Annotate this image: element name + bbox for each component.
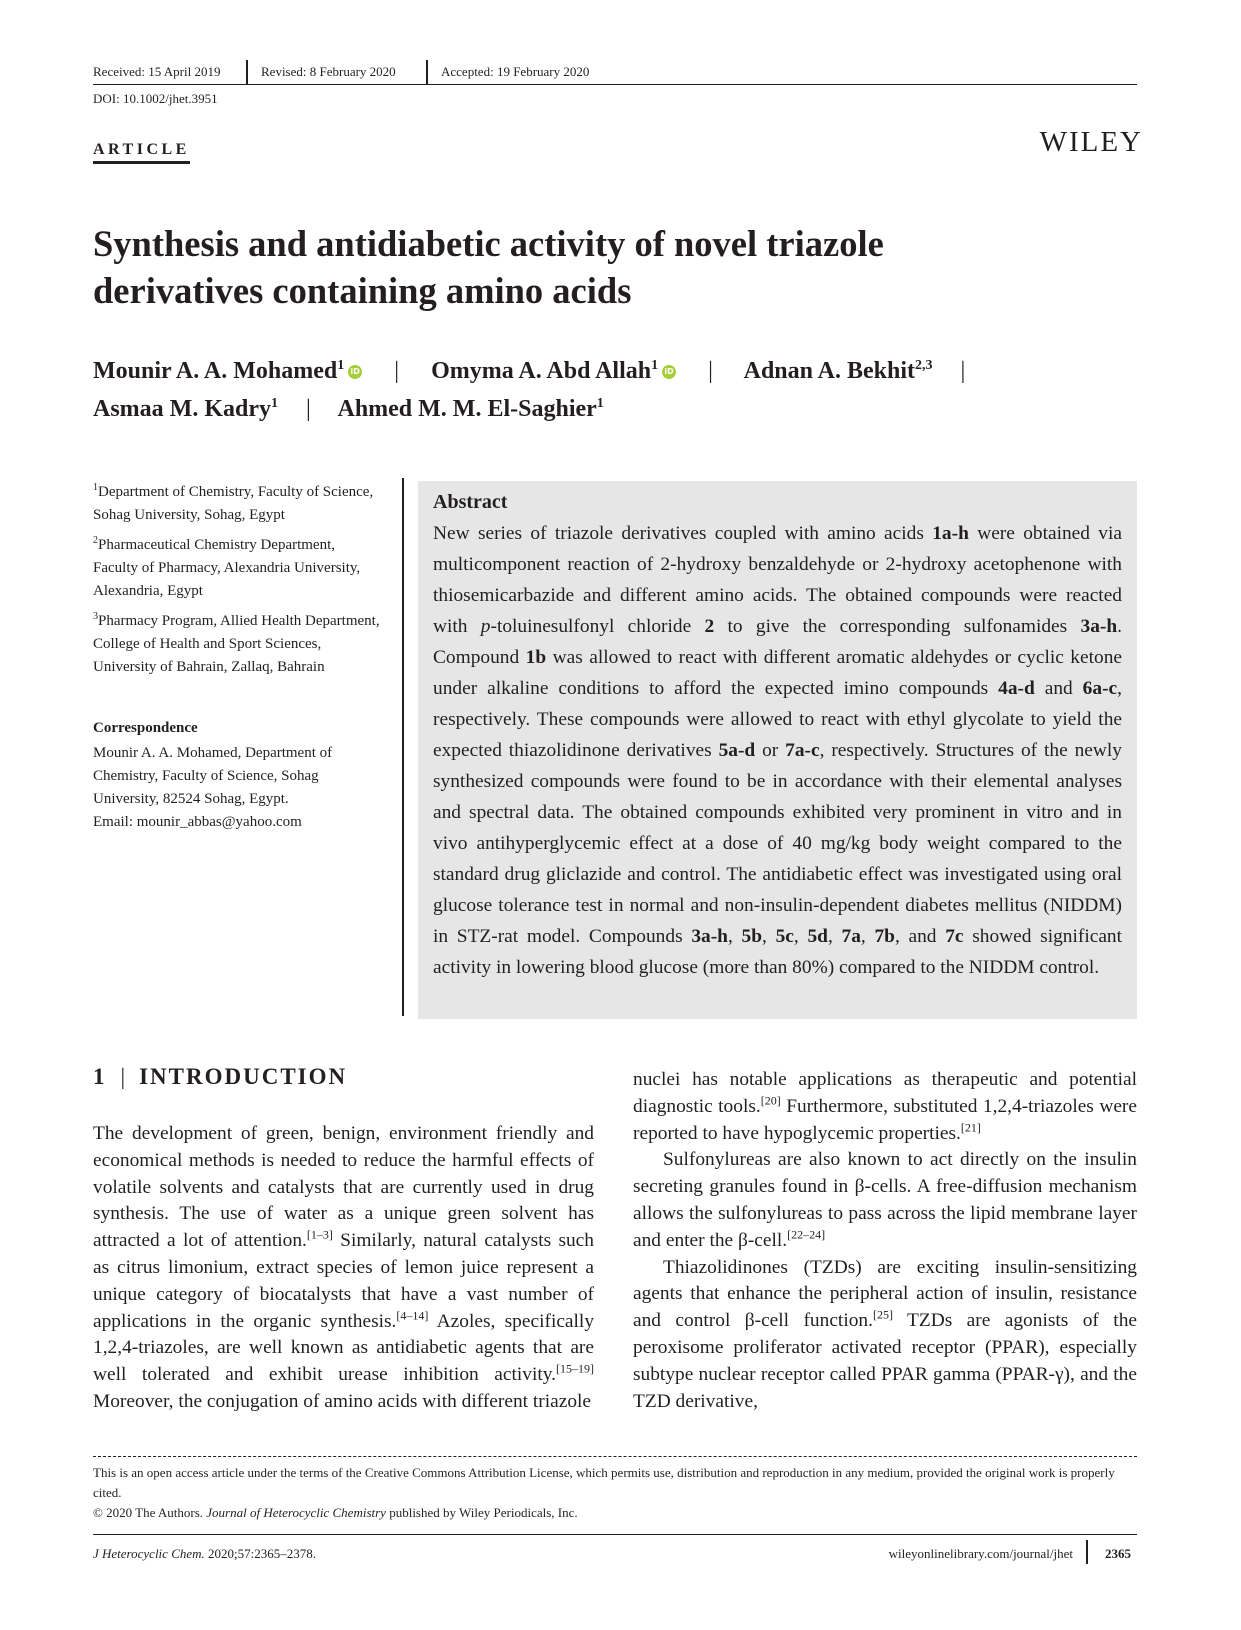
page-number: 2365: [1105, 1546, 1131, 1561]
footnote-divider: [93, 1456, 1137, 1457]
abstract-text: New series of triazole derivatives coupled with amino acids 1a-h were obtained via multicomponent reaction of 2-hydroxy benzaldehyde or 2-hydroxy acetophenone with thiosemicarbazide and different amino acids. The obtained compounds were reacted with p-toluinesulfonyl chloride 2 to give the corresponding sulfonamides 3a-h. Compound 1b was allowed to react with different aromatic aldehydes or cyclic ketone under alkaline conditions to afford the expected imino compounds 4a-d and 6a-c, respectively. These compounds were allowed to react with ethyl glycolate to yield the expected thiazolidinone derivatives 5a-d or 7a-c, respectively. Structures of the newly synthesized compounds were found to be in accordance with their elemental analyses and spectral data. The obtained compounds exhibited very prominent in vitro and in vivo antihyperglycemic effect at a dose of 40 mg/kg body weight compared to the standard drug gliclazide and control. The antidiabetic effect was investigated using oral glucose tolerance test in normal and non-insulin-dependent diabetes mellitus (NIDDM) in STZ-rat model. Compounds 3a-h, 5b, 5c, 5d, 7a, 7b, and 7c showed significant activity in lowering blood glucose (more than 80%) compared to the NIDDM control.: [433, 523, 1123, 978]
journal-abbreviation: J Heterocyclic Chem.: [93, 1546, 205, 1561]
affiliation-text: Pharmacy Program, Allied Health Department, College of Health and Sport Sciences, University of Bahrain, Zallaq, Bahrain: [93, 613, 380, 675]
author-line-1: [93, 358, 965, 385]
intro-paragraph: Thiazolidinones (TZDs) are exciting insulin-sensitizing agents that enhance the peripheral action of insulin, resistance and control β-cell function.[25] TZDs are agonists of the peroxisome proliferator activated receptor (PPAR), especially subtype nuclear receptor called PPAR gamma (PPAR-γ), and the TZD derivative,: [633, 1256, 1137, 1412]
license-text: This is an open access article under the terms of the Creative Commons Attribution License, which permits use, distribution and reproduction in any medium, provided the original work is properly cited.: [93, 1465, 1115, 1500]
author-name[interactable]: Asmaa M. Kadry: [93, 396, 271, 422]
publication-dates: [93, 60, 1137, 85]
section-separator: |: [120, 1064, 128, 1089]
correspondence-address: Mounir A. A. Mohamed, Department of Chemistry, Faculty of Science, Sohag University, 82524 Sohag, Egypt.: [93, 745, 333, 807]
author-affil-sup: 2,3: [915, 358, 933, 373]
affiliation-text: Pharmaceutical Chemistry Department, Faculty of Pharmacy, Alexandria University, Alexandria, Egypt: [93, 537, 361, 599]
journal-volume: 2020;57:2365–2378.: [204, 1546, 317, 1561]
footer-divider: [1086, 1540, 1088, 1564]
affiliation: [93, 529, 383, 603]
intro-paragraph: nuclei has notable applications as therapeutic and potential diagnostic tools.[20] Furthermore, substituted 1,2,4-triazoles were reported to have hypoglycemic properties.[21]: [633, 1069, 1137, 1144]
citation-ref[interactable]: [25]: [872, 1307, 893, 1322]
license-notice: [93, 1463, 1137, 1523]
author-name[interactable]: Mounir A. A. Mohamed: [93, 358, 338, 384]
doi: DOI: 10.1002/jhet.3951: [93, 91, 218, 106]
citation-ref[interactable]: [22–24]: [787, 1227, 826, 1242]
orcid-icon[interactable]: iD: [662, 365, 676, 379]
correspondence-email[interactable]: Email: mounir_abbas@yahoo.com: [93, 814, 302, 830]
author-affil-sup: 1: [651, 358, 659, 373]
citation-ref[interactable]: [15–19]: [556, 1361, 594, 1376]
footer-rule: [93, 1534, 1137, 1535]
author-separator: |: [394, 358, 400, 384]
abstract-box: [418, 481, 1137, 1019]
author-line-2: [93, 396, 604, 423]
accepted-date: Accepted: 19 February 2020: [441, 64, 590, 79]
intro-left-column: [93, 1121, 594, 1416]
author-affil-sup: 1: [270, 396, 278, 411]
citation-ref[interactable]: [1–3]: [306, 1227, 333, 1242]
author-affil-sup: 1: [596, 396, 604, 411]
author-name[interactable]: Omyma A. Abd Allah: [431, 358, 652, 384]
author-affil-sup: 1: [337, 358, 345, 373]
intro-right-column: [633, 1067, 1137, 1415]
title-line-2: derivatives containing amino acids: [93, 270, 632, 311]
author-separator: |: [960, 358, 966, 384]
citation-ref[interactable]: [21]: [960, 1120, 981, 1135]
journal-citation: [93, 1546, 316, 1562]
author-separator: |: [708, 358, 713, 384]
affiliation-number: 2: [93, 535, 98, 546]
copyright-text: © 2020 The Authors. Journal of Heterocyclic Chemistry published by Wiley Periodicals, Inc.: [93, 1505, 578, 1520]
affiliation-text: Department of Chemistry, Faculty of Science, Sohag University, Sohag, Egypt: [93, 484, 374, 523]
publisher-logo: WILEY: [1039, 126, 1143, 158]
affiliation-number: 3: [93, 611, 98, 622]
correspondence-heading: Correspondence: [93, 720, 198, 736]
intro-paragraph: The development of green, benign, environment friendly and economical methods is needed to reduce the harmful effects of volatile solvents and catalysts that are currently used in drug synthesis. The use of water as a unique green solvent has attracted a lot of attention.[1–3] Similarly, natural catalysts such as citrus limonium, extract species of lemon juice represent a unique category of biocatalysts that have a vast number of applications in the organic synthesis.[4–14] Azoles, specifically 1,2,4-triazoles, are well known as antidiabetic agents that are well tolerated and exhibit urease inhibition activity.[15–19] Moreover, the conjugation of amino acids with different triazole: [93, 1123, 595, 1412]
column-divider: [402, 478, 404, 1016]
author-name[interactable]: Adnan A. Bekhit: [743, 358, 916, 384]
revised-date: Revised: 8 February 2020: [261, 64, 396, 79]
section-title: INTRODUCTION: [139, 1064, 348, 1089]
date-divider: [246, 60, 248, 84]
intro-paragraph: Sulfonylureas are also known to act directly on the insulin secreting granules found in β-cells. A free-diffusion mechanism allows the sulfonylureas to pass across the lipid membrane layer and enter the β-cell.[22–24]: [633, 1149, 1137, 1251]
paper-title: [93, 220, 1133, 314]
article-type-label: ARTICLE: [93, 141, 190, 164]
orcid-icon[interactable]: iD: [348, 365, 362, 379]
author-name[interactable]: Ahmed M. M. El-Saghier: [337, 396, 597, 422]
affiliation-number: 1: [93, 482, 98, 493]
date-divider: [426, 60, 428, 84]
correspondence-body: [93, 742, 383, 834]
affiliation: [93, 476, 383, 527]
section-heading-introduction: [93, 1064, 347, 1090]
affiliation: [93, 605, 383, 679]
author-separator: |: [305, 396, 311, 422]
title-line-1: Synthesis and antidiabetic activity of novel triazole: [93, 223, 884, 264]
journal-website-link[interactable]: wileyonlinelibrary.com/journal/jhet: [888, 1546, 1073, 1561]
abstract-heading: Abstract: [433, 491, 508, 513]
citation-ref[interactable]: [4–14]: [396, 1308, 429, 1323]
received-date: Received: 15 April 2019: [93, 64, 221, 79]
section-number: 1: [93, 1064, 107, 1089]
citation-ref[interactable]: [20]: [760, 1093, 781, 1108]
